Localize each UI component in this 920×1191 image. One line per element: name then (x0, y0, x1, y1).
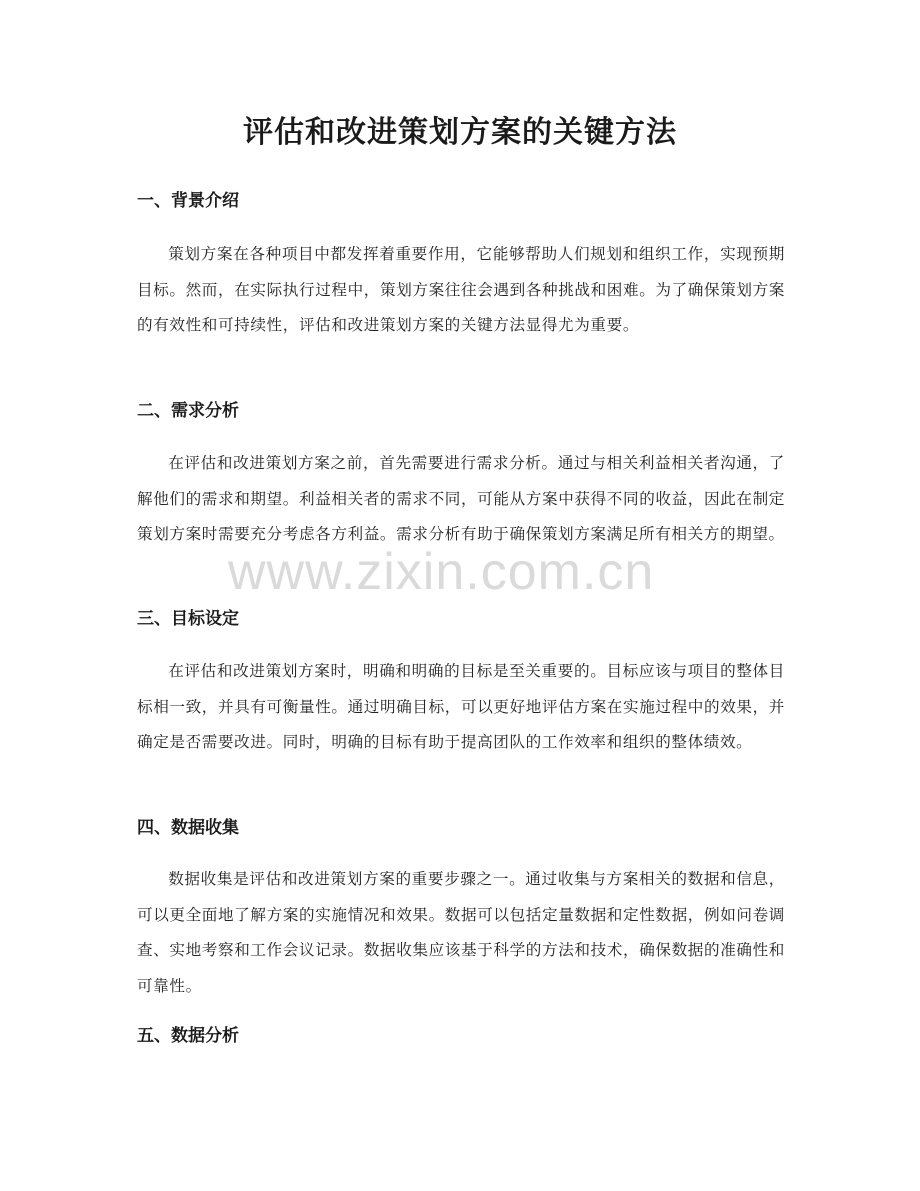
section-paragraph-data-collection: 数据收集是评估和改进策划方案的重要步骤之一。通过收集与方案相关的数据和信息，可以更全面地了解方案的实施情况和效果。数据可以包括定量数据和定性数据，例如问卷调查、实地考察和工作会议记录。数据收集应该基于科学的方法和技术，确保数据的准确性和可靠性。 (137, 870, 785, 995)
section-heading-data-analysis: 五、数据分析 (137, 1026, 239, 1046)
section-heading-requirements: 二、需求分析 (137, 401, 239, 421)
section-heading-background: 一、背景介绍 (137, 191, 239, 211)
section-heading-data-collection: 四、数据收集 (137, 818, 239, 838)
section-paragraph-background: 策划方案在各种项目中都发挥着重要作用，它能够帮助人们规划和组织工作，实现预期目标。然而，在实际执行过程中，策划方案往往会遇到各种挑战和困难。为了确保策划方案的有效性和可持续性，评估和改进策划方案的关键方法显得尤为重要。 (137, 245, 785, 334)
section-paragraph-requirements: 在评估和改进策划方案之前，首先需要进行需求分析。通过与相关利益相关者沟通，了解他们的需求和期望。利益相关者的需求不同，可能从方案中获得不同的收益，因此在制定策划方案时需要充分考虑各方利益。需求分析有助于确保策划方案满足所有相关方的期望。 (137, 454, 785, 543)
document-title: 评估和改进策划方案的关键方法 (243, 115, 677, 150)
section-heading-goals: 三、目标设定 (137, 609, 239, 629)
watermark: www.zixin.com.cn (228, 543, 655, 601)
section-paragraph-goals: 在评估和改进策划方案时，明确和明确的目标是至关重要的。目标应该与项目的整体目标相一致，并具有可衡量性。通过明确目标，可以更好地评估方案在实施过程中的效果，并确定是否需要改进。同时，明确的目标有助于提高团队的工作效率和组织的整体绩效。 (137, 662, 785, 751)
